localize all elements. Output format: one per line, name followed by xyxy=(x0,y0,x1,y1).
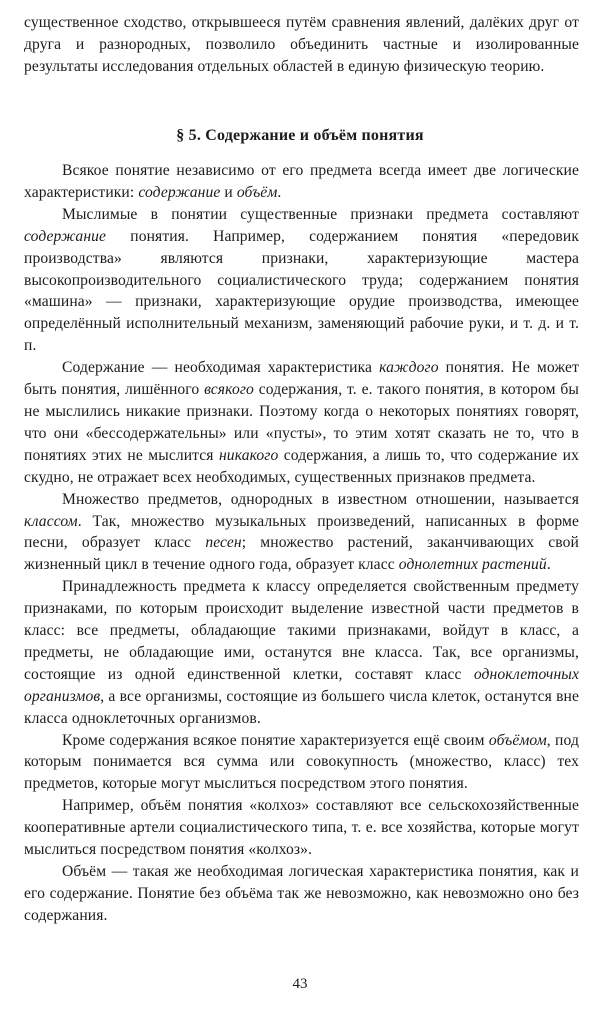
emphasized-term: содержание xyxy=(138,183,221,201)
emphasized-term: объёмом xyxy=(488,731,547,749)
intro-text: существенное сходство, открывшееся путём сравнения явлений, далёких друг от друга и разнородных, позволило объединить частные и изолированные результаты исследования отдельных областей в единую физическую теорию. xyxy=(24,14,579,75)
text-segment: . xyxy=(277,183,282,201)
text-segment: . Так, множество музыкальных произведений, написанных в форме песни, образует класс xyxy=(24,512,579,552)
text-segment: содержания, а лишь то, что содержание их скудно, не отражает всех необходимых, существенных признаков предмета. xyxy=(24,446,579,486)
text-segment: Объём — такая же необходимая логическая характеристика понятия, как и его содержание. Понятие без объёма так же невозможно, как невозможно оно без содержания. xyxy=(24,863,579,924)
text-segment: Кроме содержания всякое понятие характеризуется ещё своим xyxy=(62,731,489,749)
text-segment: Принадлежность предмета к классу определяется свойственным предмету признаками, по которым происходит выделение известной части предметов в класс: все предметы, обладающие такими признаками, войдут в класс, а предметы, не обладающие ими, останутся вне класса. Так, все организмы, состоящие из одной единственной клетки, составят класс xyxy=(24,578,579,683)
page-number: 43 xyxy=(292,976,308,992)
emphasized-term: каждого xyxy=(379,359,439,377)
emphasized-term: одноклеточных организмов xyxy=(24,665,579,705)
paragraph-7 xyxy=(24,795,579,861)
emphasized-term: объём xyxy=(236,183,278,201)
text-segment: Содержание — необходимая характеристика xyxy=(62,359,380,377)
emphasized-term: никакого xyxy=(218,446,279,464)
text-segment: Множество предметов, однородных в известном отношении, называется xyxy=(62,490,579,508)
text-segment: . xyxy=(546,556,551,574)
emphasized-term: однолетних растений xyxy=(398,556,547,574)
emphasized-term: всякого xyxy=(204,381,254,399)
emphasized-term: содержание xyxy=(24,227,107,245)
emphasized-term: классом xyxy=(24,512,78,530)
intro-paragraph xyxy=(24,12,579,78)
section-heading: § 5. Содержание и объём понятия xyxy=(176,127,424,144)
text-segment: понятия. Например, содержанием понятия «передовик производства» являются признаки, характеризующие мастера высокопроизводительного социалистического труда; содержанием понятия «машина» — признаки, характеризующие орудие производства, имеющее определённый исполнительный механизм, заменяющий рабочие руки, и т. д. и т. п. xyxy=(24,227,579,355)
text-segment: , под которым понимается вся сумма или совокупность (множество, класс) тех предметов, которые могут мыслиться посредством этого понятия. xyxy=(24,731,579,793)
section-body xyxy=(24,160,579,927)
paragraph-5 xyxy=(24,576,579,729)
paragraph-4 xyxy=(24,489,579,577)
paragraph-8 xyxy=(24,861,579,927)
text-segment: , а все организмы, состоящие из большего числа клеток, останутся вне класса одноклеточных организмов. xyxy=(24,687,579,727)
text-segment: ; множество растений, заканчивающих свой жизненный цикл в течение одного года, образует класс xyxy=(24,534,579,574)
paragraph-3 xyxy=(24,357,579,488)
text-segment: Например, объём понятия «колхоз» составляют все сельскохозяйственные кооперативные артели социалистического типа, т. е. все хозяйства, которые могут мыслиться посредством понятия «колхоз». xyxy=(24,797,579,859)
emphasized-term: песен xyxy=(205,534,242,552)
text-segment: Мыслимые в понятии существенные признаки предмета составляют xyxy=(62,205,579,223)
paragraph-6 xyxy=(24,730,579,796)
paragraph-1 xyxy=(24,160,579,204)
text-segment: содержания, т. е. такого понятия, в котором бы не мыслились никакие признаки. Поэтому когда о некоторых понятиях говорят, что они «бессодержательны» или «пусты», то этим хотят сказать не то, что в понятиях этих не мыслится xyxy=(24,381,580,464)
text-segment: Всякое понятие независимо от его предмета всегда имеет две логические характеристики: xyxy=(24,162,579,201)
text-segment: и xyxy=(220,183,237,201)
paragraph-2 xyxy=(24,204,579,357)
text-segment: понятия. Не может быть понятия, лишённого xyxy=(24,359,579,399)
